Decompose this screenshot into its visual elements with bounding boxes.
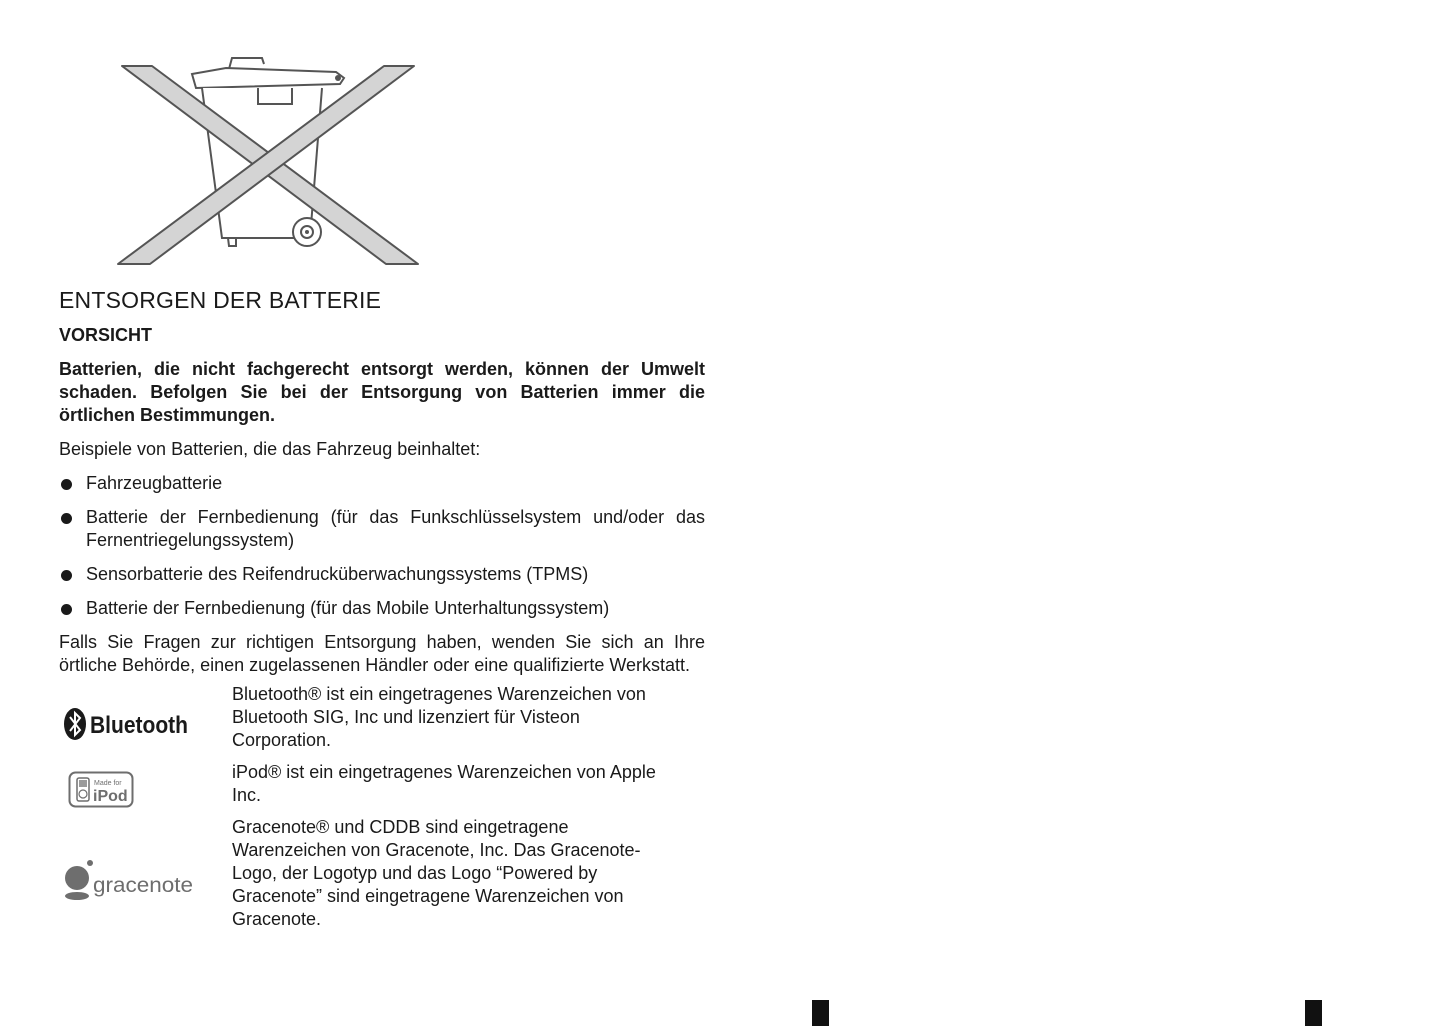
bluetooth-trademark-text: Bluetooth® ist ein eingetragenes Warenzeichen von Bluetooth SIG, Inc und lizenziert für Visteon Corporation.	[232, 684, 646, 750]
gracenote-logo	[62, 858, 197, 904]
list-item	[59, 563, 705, 586]
ipod-trademark-text: iPod® ist ein eingetragenes Warenzeichen von Apple Inc.	[232, 762, 656, 805]
made-for-ipod-logo	[68, 771, 134, 808]
list-item	[59, 597, 705, 620]
list-item-label: Sensorbatterie des Reifendrucküberwachungssystems (TPMS)	[86, 564, 589, 584]
page-edge-marker	[1305, 1000, 1322, 1026]
bullet-icon	[61, 513, 72, 524]
caution-text: Batterien, die nicht fachgerecht entsorgt werden, können der Umwelt schaden. Befolgen Sie bei der Entsorgung von Batterien immer die örtlichen Bestimmungen.	[59, 359, 705, 425]
bullet-icon	[61, 570, 72, 581]
ipod-logo-text: iPod	[93, 788, 128, 805]
ipod-logo-small-text: Made for	[94, 780, 122, 787]
gracenote-logo-text: gracenote	[93, 874, 193, 897]
caution-heading: VORSICHT	[59, 325, 153, 345]
gracenote-trademark-text: Gracenote® und CDDB sind eingetragene Warenzeichen von Gracenote, Inc. Das Gracenote-Logo, der Logotyp und das Logo “Powered by Gracenote” sind eingetragene Warenzeichen von Gracenote.	[232, 817, 641, 929]
list-item	[59, 506, 705, 552]
list-item-label: Batterie der Fernbedienung (für das Mobile Unterhaltungssystem)	[86, 598, 610, 618]
list-item-label: Fahrzeugbatterie	[86, 473, 223, 493]
bluetooth-logo-text: Bluetooth	[90, 712, 188, 739]
list-item	[59, 472, 705, 495]
page-edge-marker	[812, 1000, 829, 1026]
crossed-out-wheelie-bin-icon	[112, 52, 428, 272]
intro-text: Beispiele von Batterien, die das Fahrzeug beinhaltet:	[59, 439, 481, 459]
bullet-icon	[61, 479, 72, 490]
bullet-icon	[61, 604, 72, 615]
closing-text: Falls Sie Fragen zur richtigen Entsorgung haben, wenden Sie sich an Ihre örtliche Behörde, einen zugelassenen Händler oder eine qualifizierte Werkstatt.	[59, 632, 705, 675]
bluetooth-logo	[63, 704, 193, 744]
section-title: ENTSORGEN DER BATTERIE	[59, 287, 382, 313]
list-item-label: Batterie der Fernbedienung (für das Funkschlüsselsystem und/oder das Fernentriegelungssystem)	[86, 507, 705, 550]
